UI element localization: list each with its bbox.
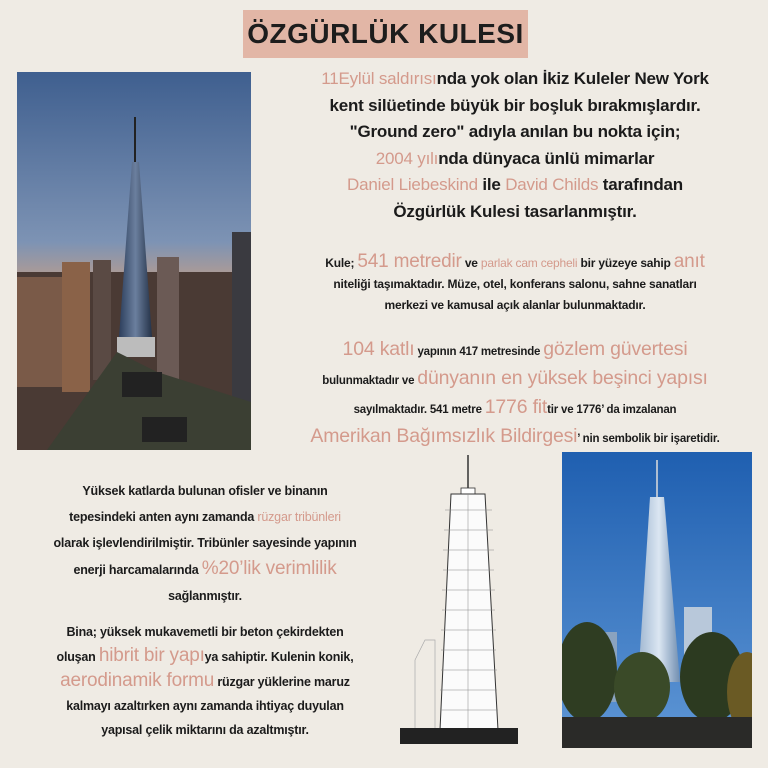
body-text: oluşan: [56, 650, 99, 664]
highlighted-text: Amerikan Bağımsızlık Bildirgesi: [310, 425, 578, 447]
body-text: yapısal çelik miktarını da azaltmıştır.: [101, 723, 309, 737]
body-text: ’ nin sembolik bir işaretidir.: [577, 433, 720, 445]
body-text: Özgürlük Kulesi tasarlanmıştır.: [393, 201, 637, 221]
body-text: sayılmaktadır. 541 metre: [353, 404, 485, 416]
tower-elevation-drawing: [395, 450, 520, 748]
floors-symbolism-paragraph: [262, 336, 768, 452]
highlighted-text: aerodinamik formu: [60, 670, 215, 691]
intro-paragraph: [262, 66, 768, 225]
wind-turbines-paragraph: [5, 478, 405, 609]
body-text: ile: [477, 175, 506, 194]
body-text: Bina; yüksek mukavemetli bir beton çekirdekten: [66, 625, 344, 639]
highlighted-text: hibrit bir yapı: [98, 645, 205, 666]
highlighted-text: 1776 fit: [484, 396, 548, 418]
body-text: nda yok olan İkiz Kuleler New York: [436, 69, 709, 88]
tower-sunset-photo: [17, 72, 251, 450]
body-text: ya sahiptir. Kulenin konik,: [204, 650, 354, 664]
page-title: ÖZGÜRLÜK KULESI: [247, 18, 524, 49]
body-text: Yüksek katlarda bulunan ofisler ve binanın: [82, 484, 328, 498]
highlighted-text: dünyanın en yüksek beşinci yapısı: [417, 367, 708, 389]
highlighted-text: gözlem güvertesi: [543, 338, 688, 360]
body-text: ve: [461, 256, 481, 270]
highlighted-text: 2004 yılı: [375, 148, 439, 168]
body-text: olarak işlevlendirilmiştir. Tribünler sayesinde yapının: [53, 536, 357, 550]
body-text: "Ground zero" adıyla anılan bu nokta için;: [349, 122, 681, 141]
body-text: merkezi ve kamusal açık alanlar bulunmaktadır.: [384, 298, 646, 312]
body-text: Kule;: [325, 256, 358, 270]
highlighted-text: 541 metredir: [357, 251, 462, 272]
tower-daytime-photo: [562, 452, 752, 748]
highlighted-text: anıt: [673, 251, 705, 272]
title-banner: [243, 10, 528, 58]
height-facade-paragraph: [262, 251, 768, 316]
highlighted-text: rüzgar tribünleri: [257, 510, 341, 524]
highlighted-text: Daniel Liebeskind: [347, 175, 478, 194]
body-text: enerji harcamalarında: [73, 563, 202, 577]
body-text: nda dünyaca ünlü mimarlar: [438, 148, 655, 168]
body-text: kent silüetinde büyük bir boşluk bırakmışlardır.: [329, 95, 701, 115]
body-text: tir ve 1776’ da imzalanan: [547, 404, 677, 416]
body-text: niteliği taşımaktadır. Müze, otel, konferans salonu, sahne sanatları: [333, 277, 697, 291]
body-text: yapının 417 metresinde: [414, 346, 544, 358]
body-text: bir yüzeye sahip: [577, 256, 674, 270]
body-text: sağlanmıştır.: [168, 589, 242, 603]
body-text: rüzgar yüklerine maruz: [214, 675, 350, 689]
body-text: kalmayı azaltırken aynı zamanda ihtiyaç duyulan: [66, 699, 344, 713]
body-text: tepesindeki anten aynı zamanda: [69, 510, 258, 524]
highlighted-text: 11Eylül saldırısı: [321, 69, 437, 88]
highlighted-text: parlak cam cepheli: [480, 256, 578, 270]
highlighted-text: 104 katlı: [342, 338, 415, 360]
body-text: bulunmaktadır ve: [322, 375, 418, 387]
body-text: tarafından: [598, 175, 683, 194]
highlighted-text: David Childs: [505, 175, 599, 194]
structure-paragraph: [5, 620, 405, 742]
highlighted-text: %20’lik verimlilik: [201, 558, 337, 579]
